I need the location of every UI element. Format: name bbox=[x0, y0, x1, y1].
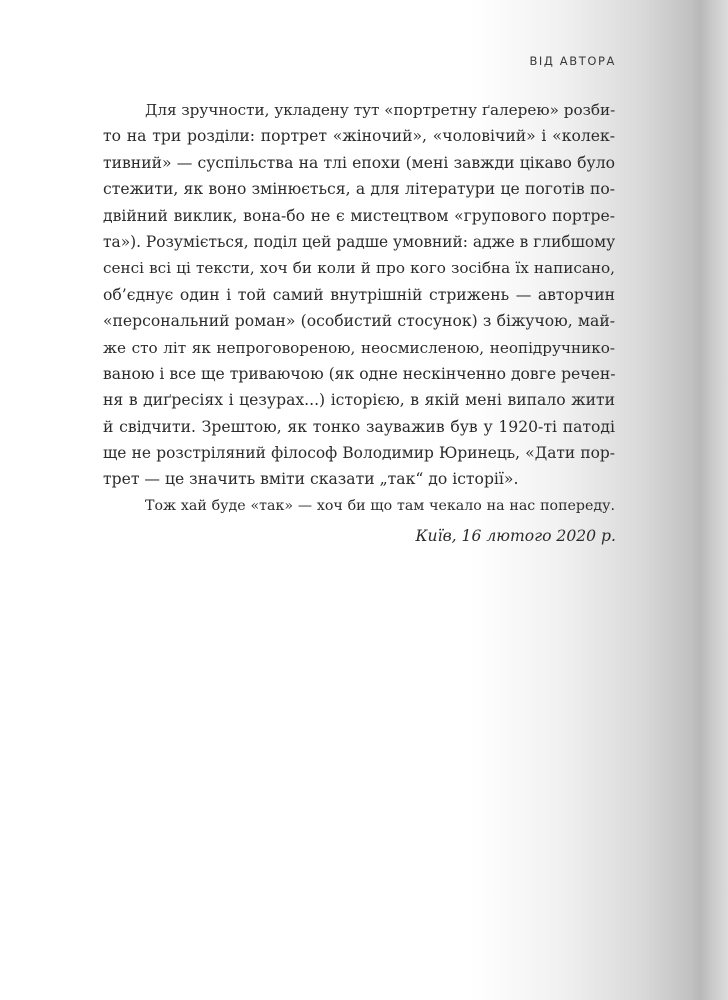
text-line: ваною і все ще триваючою (як одне нескінченно довге речен- bbox=[103, 364, 616, 383]
paragraph-2 bbox=[103, 493, 615, 519]
text-line: трет — це значить вміти сказати „так“ до історії». bbox=[103, 470, 519, 489]
text-line: стежити, як воно змінюється, а для літератури це поготів по- bbox=[103, 180, 615, 199]
text-line: Для зручности, укладену тут «портретну ґалерею» розби- bbox=[145, 101, 616, 119]
text-line: ще не розстріляний філософ Володимир Юринець, «Дати пор- bbox=[103, 444, 615, 463]
text-line: ня в диґресіях і цезурах...) історією, в якій мені випало жити bbox=[103, 391, 615, 410]
date-signoff: Київ, 16 лютого 2020 р. bbox=[415, 527, 616, 545]
text-line: то на три розділи: портрет «жіночий», «чоловічий» і «колек- bbox=[103, 127, 615, 146]
text-line: та»). Розуміється, поділ цей радше умовний: адже в глибшому bbox=[103, 232, 616, 251]
text-line: «персональний роман» (особистий стосунок) з біжучою, май- bbox=[103, 312, 615, 331]
text-line: об’єднує один і той самий внутрішній стрижень — авторчин bbox=[103, 285, 615, 304]
text-line: же сто літ як непроговореною, неосмисленою, неопідручнико- bbox=[103, 338, 615, 357]
running-head: ВІД АВТОРА bbox=[529, 54, 616, 68]
text-line: Тож хай буде «так» — хоч би що там чекало на нас попереду. bbox=[145, 497, 615, 514]
text-line: й свідчити. Зрештою, як тонко зауважив був у 1920-ті патоді bbox=[103, 417, 615, 436]
paragraph-1 bbox=[103, 97, 615, 493]
text-line: двійний виклик, вона-бо не є мистецтвом «групового портре- bbox=[103, 206, 615, 225]
text-line: сенсі всі ці тексти, хоч би коли й про кого зосібна їх написано, bbox=[103, 259, 615, 278]
body-text bbox=[103, 97, 615, 519]
text-line: тивний» — суспільства на тлі епохи (мені завжди цікаво було bbox=[103, 153, 615, 172]
